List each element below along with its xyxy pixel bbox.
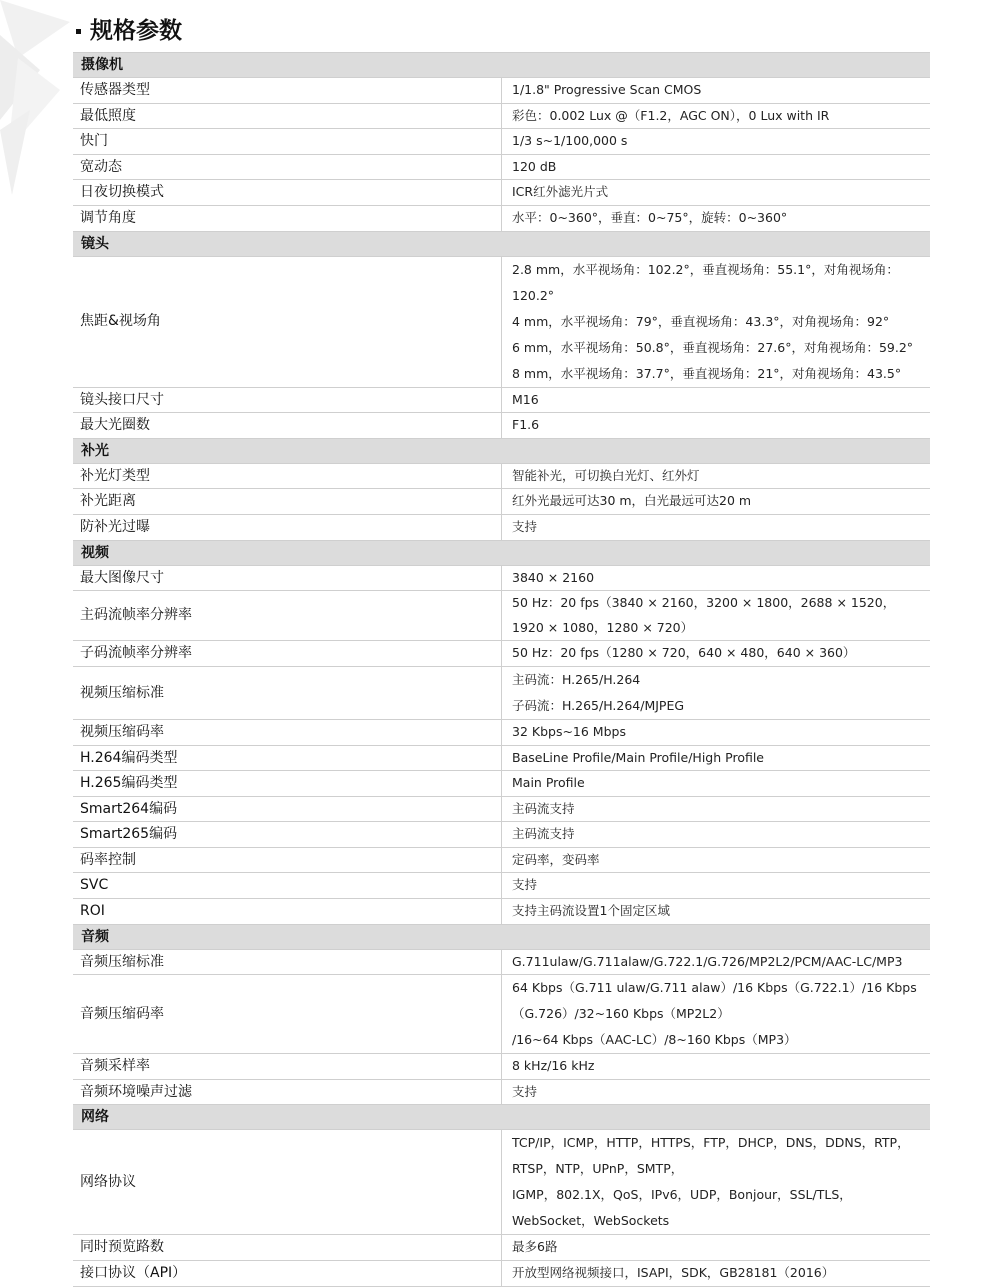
spec-value-line: 支持 <box>512 518 538 534</box>
spec-value-line: 1/3 s~1/100,000 s <box>512 133 628 149</box>
table-row <box>73 719 930 745</box>
section-header <box>73 438 930 463</box>
spec-value <box>502 949 931 975</box>
table-row <box>73 103 930 129</box>
spec-value-line: G.711ulaw/G.711alaw/G.722.1/G.726/MP2L2/PCM/AAC-LC/MP3 <box>512 953 903 969</box>
spec-value-line: 主码流：H.265/H.264 <box>512 671 641 687</box>
section-header <box>73 231 930 256</box>
spec-key: Smart265编码 <box>73 822 502 848</box>
spec-key: 传感器类型 <box>73 78 502 104</box>
spec-value-line: M16 <box>512 391 539 407</box>
spec-key: 最大光圈数 <box>73 413 502 439</box>
decorative-star-shape <box>0 0 80 200</box>
spec-value <box>502 641 931 667</box>
spec-key: 最低照度 <box>73 103 502 129</box>
section-title: 补光 <box>73 438 930 463</box>
table-row <box>73 771 930 797</box>
spec-key: 音频采样率 <box>73 1054 502 1080</box>
spec-value <box>502 129 931 155</box>
spec-value-line: 64 Kbps（G.711 ulaw/G.711 alaw）/16 Kbps（G.722.1）/16 Kbps（G.726）/32~160 Kbps（MP2L2） <box>512 980 917 1022</box>
spec-value <box>502 822 931 848</box>
table-row <box>73 387 930 413</box>
spec-value-line: ICR红外滤光片式 <box>512 184 609 200</box>
spec-value-line: 120 dB <box>512 158 557 174</box>
section-title: 镜头 <box>73 231 930 256</box>
section-header <box>73 924 930 949</box>
spec-key: 同时预览路数 <box>73 1235 502 1261</box>
spec-value-line: 8 kHz/16 kHz <box>512 1058 595 1074</box>
table-row <box>73 489 930 515</box>
spec-value-line: IGMP，802.1X，QoS，IPv6，UDP，Bonjour，SSL/TLS，WebSocket，WebSockets <box>512 1187 852 1229</box>
spec-value-line: 50 Hz：20 fps（3840 × 2160，3200 × 1800，2688 × 1520，1920 × 1080，1280 × 720） <box>512 595 896 635</box>
spec-key: 音频压缩码率 <box>73 975 502 1054</box>
table-row <box>73 666 930 719</box>
spec-value-line: 红外光最远可达30 m，白光最远可达20 m <box>512 493 752 509</box>
spec-value <box>502 180 931 206</box>
spec-value-line: 32 Kbps~16 Mbps <box>512 723 626 739</box>
table-row <box>73 463 930 489</box>
spec-value <box>502 1130 931 1235</box>
spec-key: 日夜切换模式 <box>73 180 502 206</box>
spec-value-line: 3840 × 2160 <box>512 569 595 585</box>
page-title <box>76 16 182 46</box>
table-row <box>73 1079 930 1105</box>
spec-value-line: Main Profile <box>512 775 585 791</box>
spec-key: ROI <box>73 899 502 925</box>
table-row <box>73 873 930 899</box>
table-row <box>73 514 930 540</box>
table-row <box>73 822 930 848</box>
spec-value <box>502 256 931 387</box>
page-title-text: 规格参数 <box>90 18 182 44</box>
table-row <box>73 180 930 206</box>
spec-value-line: /16~64 Kbps（AAC-LC）/8~160 Kbps（MP3） <box>512 1032 797 1048</box>
spec-key: 网络协议 <box>73 1130 502 1235</box>
section-title: 网络 <box>73 1105 930 1130</box>
spec-value <box>502 1235 931 1261</box>
spec-value-line: 定码率，变码率 <box>512 851 600 867</box>
spec-value-line: 开放型网络视频接口，ISAPI，SDK，GB28181（2016） <box>512 1265 835 1281</box>
spec-value-line: 主码流支持 <box>512 800 575 816</box>
spec-value <box>502 873 931 899</box>
table-row <box>73 591 930 641</box>
spec-value-line: 6 mm，水平视场角：50.8°，垂直视场角：27.6°，对角视场角：59.2° <box>512 339 914 355</box>
table-row <box>73 1235 930 1261</box>
spec-key: 镜头接口尺寸 <box>73 387 502 413</box>
table-row <box>73 413 930 439</box>
table-row <box>73 154 930 180</box>
spec-value-line: 水平：0~360°，垂直：0~75°，旋转：0~360° <box>512 209 788 225</box>
spec-value <box>502 666 931 719</box>
table-row <box>73 256 930 387</box>
spec-value <box>502 771 931 797</box>
section-header <box>73 53 930 78</box>
spec-value <box>502 205 931 231</box>
spec-value-line: 子码流：H.265/H.264/MJPEG <box>512 697 685 713</box>
table-row <box>73 745 930 771</box>
table-row <box>73 1261 930 1287</box>
spec-value-line: F1.6 <box>512 417 540 433</box>
table-row <box>73 975 930 1054</box>
spec-key: H.264编码类型 <box>73 745 502 771</box>
table-row <box>73 1054 930 1080</box>
spec-value-line: 最多6路 <box>512 1239 558 1255</box>
spec-value <box>502 413 931 439</box>
spec-key: 补光灯类型 <box>73 463 502 489</box>
spec-value <box>502 387 931 413</box>
spec-value <box>502 796 931 822</box>
spec-value <box>502 463 931 489</box>
spec-key: 主码流帧率分辨率 <box>73 591 502 641</box>
spec-key: SVC <box>73 873 502 899</box>
table-row <box>73 78 930 104</box>
spec-value <box>502 103 931 129</box>
spec-key: 最大图像尺寸 <box>73 565 502 591</box>
spec-key: 视频压缩码率 <box>73 719 502 745</box>
table-row <box>73 129 930 155</box>
spec-key: 宽动态 <box>73 154 502 180</box>
section-title: 摄像机 <box>73 53 930 78</box>
table-row <box>73 565 930 591</box>
table-row <box>73 847 930 873</box>
spec-key: 调节角度 <box>73 205 502 231</box>
table-row <box>73 949 930 975</box>
spec-table <box>73 52 930 1287</box>
spec-key: 接口协议（API） <box>73 1261 502 1287</box>
title-bullet-icon <box>76 29 81 34</box>
table-row <box>73 796 930 822</box>
section-title: 视频 <box>73 540 930 565</box>
spec-key: 音频环境噪声过滤 <box>73 1079 502 1105</box>
spec-key: 防补光过曝 <box>73 514 502 540</box>
spec-key: 视频压缩标准 <box>73 666 502 719</box>
spec-value <box>502 78 931 104</box>
spec-value <box>502 489 931 515</box>
spec-value-line: 主码流支持 <box>512 826 575 842</box>
spec-key: 焦距&视场角 <box>73 256 502 387</box>
spec-key: 码率控制 <box>73 847 502 873</box>
spec-value <box>502 975 931 1054</box>
spec-key: 快门 <box>73 129 502 155</box>
section-title: 音频 <box>73 924 930 949</box>
spec-value <box>502 745 931 771</box>
section-header <box>73 1105 930 1130</box>
spec-value-line: 彩色：0.002 Lux @（F1.2，AGC ON），0 Lux with IR <box>512 107 830 123</box>
spec-value-line: 2.8 mm，水平视场角：102.2°，垂直视场角：55.1°，对角视场角：120.2° <box>512 261 899 303</box>
table-row <box>73 641 930 667</box>
spec-value-line: 8 mm，水平视场角：37.7°，垂直视场角：21°，对角视场角：43.5° <box>512 365 902 381</box>
spec-key: 子码流帧率分辨率 <box>73 641 502 667</box>
section-header <box>73 540 930 565</box>
table-row <box>73 205 930 231</box>
spec-key: H.265编码类型 <box>73 771 502 797</box>
spec-value-line: 50 Hz：20 fps（1280 × 720，640 × 480，640 × 360） <box>512 645 856 661</box>
table-row <box>73 1130 930 1235</box>
spec-value <box>502 565 931 591</box>
spec-key: 音频压缩标准 <box>73 949 502 975</box>
spec-value-line: TCP/IP，ICMP，HTTP，HTTPS，FTP，DHCP，DNS，DDNS，RTP，RTSP，NTP，UPnP，SMTP， <box>512 1135 910 1177</box>
spec-value <box>502 591 931 641</box>
spec-value-line: 支持主码流设置1个固定区域 <box>512 903 670 919</box>
spec-value <box>502 847 931 873</box>
spec-value <box>502 1261 931 1287</box>
spec-value-line: BaseLine Profile/Main Profile/High Profile <box>512 749 765 765</box>
spec-value-line: 智能补光，可切换白光灯、红外灯 <box>512 467 700 483</box>
spec-value-line: 4 mm，水平视场角：79°，垂直视场角：43.3°，对角视场角：92° <box>512 313 890 329</box>
spec-value <box>502 899 931 925</box>
spec-value-line: 1/1.8" Progressive Scan CMOS <box>512 82 702 97</box>
spec-value-line: 支持 <box>512 877 538 893</box>
spec-value <box>502 719 931 745</box>
spec-value <box>502 514 931 540</box>
spec-value-line: 支持 <box>512 1083 538 1099</box>
spec-key: Smart264编码 <box>73 796 502 822</box>
spec-value <box>502 1079 931 1105</box>
spec-value <box>502 154 931 180</box>
spec-value <box>502 1054 931 1080</box>
table-row <box>73 899 930 925</box>
spec-key: 补光距离 <box>73 489 502 515</box>
